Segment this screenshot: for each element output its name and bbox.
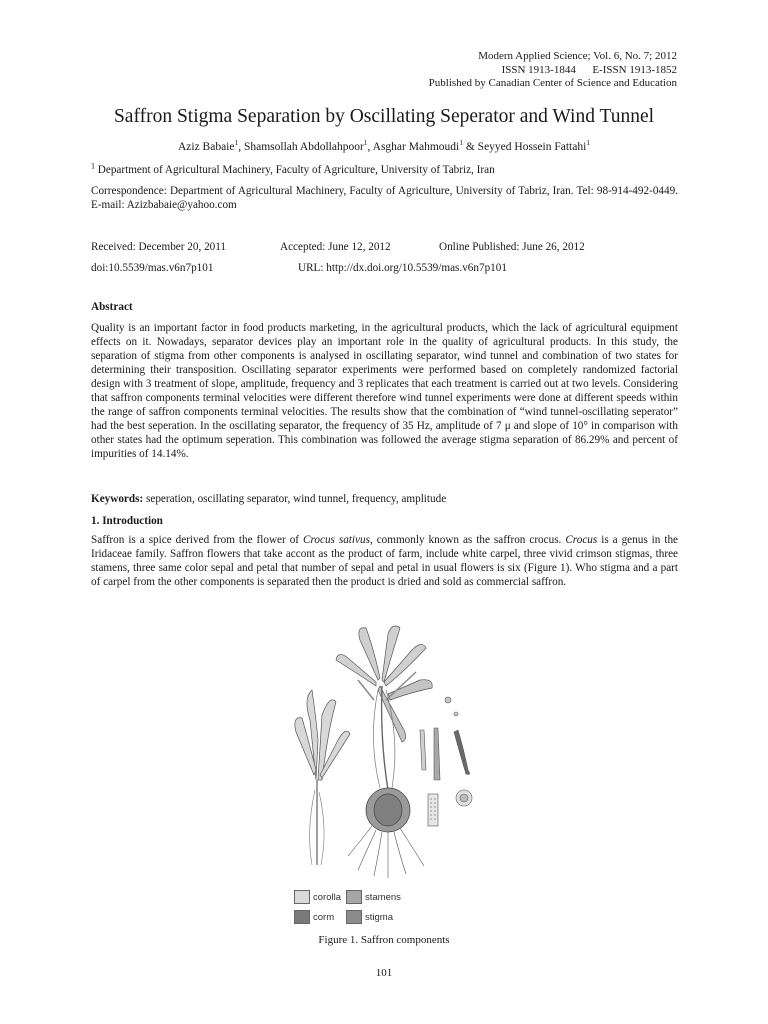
keywords-text: seperation, oscillating separator, wind tunnel, frequency, amplitude xyxy=(143,493,447,505)
url-link[interactable]: URL: http://dx.doi.org/10.5539/mas.v6n7p101 xyxy=(298,262,507,274)
legend-label-stigma: stigma xyxy=(365,911,393,923)
dates-row xyxy=(91,240,678,256)
author-affiliation-mark: 1 xyxy=(586,138,591,148)
keywords-label: Keywords: xyxy=(91,493,144,505)
legend-item-corolla xyxy=(294,890,341,904)
legend-label-stamens: stamens xyxy=(365,891,401,903)
corm-drawing xyxy=(348,788,424,878)
page-number: 101 xyxy=(375,967,393,979)
intro-italic-genus: Crocus xyxy=(565,534,598,546)
abstract-heading: Abstract xyxy=(91,301,133,313)
legend-swatch-corm xyxy=(294,910,310,924)
journal-header xyxy=(429,50,677,91)
author-separator: , xyxy=(367,141,373,153)
intro-text-part: is a genus in the Iridaceae family. Saffron flowers that take accont as the product of farm, include white carpel, three vivid crimson stigmas, three stamens, three same color sepal and petal that number of sepal and petal in usual flowers is six (Figure 1). Who stigma and a part of carpel from the other components is separated then the product is dried and sold as commercial saffron. xyxy=(91,534,679,588)
introduction-text xyxy=(91,533,678,589)
legend-swatch-stamens xyxy=(346,890,362,904)
published-date: Online Published: June 26, 2012 xyxy=(439,241,585,253)
journal-line: Modern Applied Science; Vol. 6, No. 7; 2012 xyxy=(478,50,677,62)
legend-item-stamens xyxy=(346,890,401,904)
author-affiliation-mark: 1 xyxy=(363,138,368,148)
legend-label-corm: corm xyxy=(313,911,335,923)
intro-italic-species: Crocus sativus xyxy=(302,534,370,546)
introduction-heading: 1. Introduction xyxy=(91,515,163,527)
author-ampersand: & xyxy=(462,141,478,153)
author-separator: , xyxy=(238,141,244,153)
saffron-illustration xyxy=(288,620,480,880)
publisher-line: Published by Canadian Center of Science and Education xyxy=(428,77,677,89)
legend-label-corolla: corolla xyxy=(313,891,341,903)
issn-line: ISSN 1913-1844 E-ISSN 1913-1852 xyxy=(501,63,677,76)
keywords xyxy=(91,492,678,506)
legend-swatch-stigma xyxy=(346,910,362,924)
legend-item-stigma xyxy=(346,910,393,924)
affiliation-text: Department of Agricultural Machinery, Faculty of Agriculture, University of Tabriz, Iran xyxy=(95,164,495,176)
author-list xyxy=(0,138,768,153)
author-affiliation-mark: 1 xyxy=(459,138,463,148)
author-name: Shamsollah Abdollahpoor xyxy=(243,141,364,153)
accepted-date: Accepted: June 12, 2012 xyxy=(280,241,391,253)
received-date: Received: December 20, 2011 xyxy=(91,241,227,253)
affiliation xyxy=(91,163,678,177)
figure-caption: Figure 1. Saffron components xyxy=(318,934,450,946)
flower-left-drawing xyxy=(295,690,350,865)
intro-text-part: Saffron is a spice derived from the flower of xyxy=(91,534,303,546)
author-name: Seyyed Hossein Fattahi xyxy=(477,141,587,153)
legend-swatch-corolla xyxy=(294,890,310,904)
author-affiliation-mark: 1 xyxy=(234,138,239,148)
paper-title: Saffron Stigma Separation by Oscillating Seperator and Wind Tunnel xyxy=(113,106,655,127)
figure-1 xyxy=(288,620,480,932)
correspondence: Correspondence: Department of Agricultural Machinery, Faculty of Agriculture, University of Tabriz, Iran. Tel: 98-914-492-0449. E-mail: Azizbabaie@yahoo.com xyxy=(91,185,678,211)
author-name: Asghar Mahmoudi xyxy=(372,141,460,153)
detail-parts-drawing xyxy=(420,697,472,826)
doi-link[interactable]: doi:10.5539/mas.v6n7p101 xyxy=(91,262,214,274)
doi-row xyxy=(91,261,678,277)
legend-item-corm xyxy=(294,910,334,924)
author-name: Aziz Babaie xyxy=(177,141,235,153)
abstract-text: Quality is an important factor in food products marketing, in the agricultural products, which the lack of agricultural equipment effects on it. Nowadays, separator devices play an important role in the quality of agricultural products. In this study, the separation of stigma from other components is analysed in oscillating separator, wind tunnel and combination of two states for determining their transposition. Oscillating separator experiments were performed based on completely randomized factorial design with 3 treatment of slope, amplitude, frequency and 3 replicates that each treatment is carried out at two levels. Considering that saffron components terminal velocities were different therefore wind tunnel experiments were done at different speeds within the range of saffron components terminal velocities. The results show that the combination of “wind tunnel-oscillating seperator” had the best seperation. In the oscillating separator, the frequency of 35 Hz, amplitude of 7 μ and slope of 10° in comparison with other states had the optimum seperation. This combination was followed the average stigma separation of 86.29% and percent of impurities of 14.14%. xyxy=(91,322,678,460)
flower-center-drawing xyxy=(336,626,432,790)
affiliation-mark: 1 xyxy=(91,161,95,171)
intro-text-part: , commonly known as the saffron crocus. xyxy=(369,534,566,546)
